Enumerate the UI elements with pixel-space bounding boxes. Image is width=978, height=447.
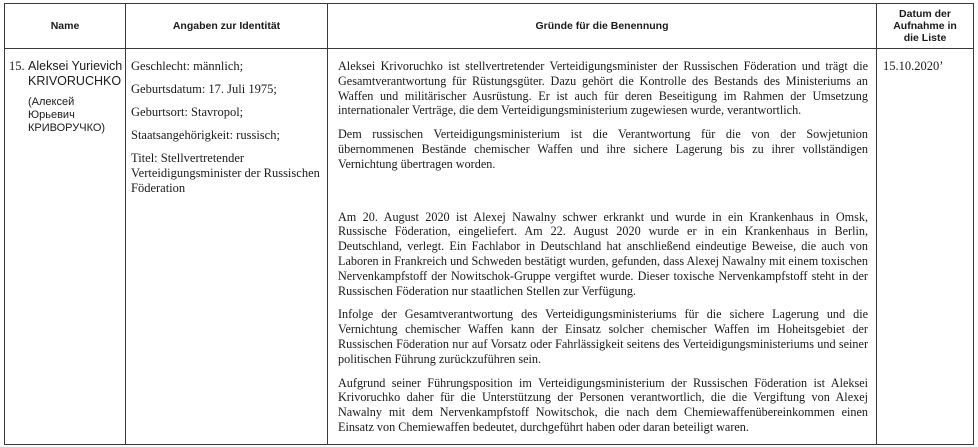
header-name: Name (5, 4, 126, 49)
identity-birthdate: Geburtsdatum: 17. Juli 1975; (131, 82, 277, 96)
date-cell (877, 49, 974, 445)
table-header-row (5, 4, 974, 49)
identity-birthplace: Geburtsort: Stavropol; (131, 105, 244, 119)
reason-paragraph: Dem russischen Verteidigungsministerium ist die Verantwortung für die von der Sowjetunion übernommenen Bestände chemischer Waffen und ihre sichere Lagerung bis zu ihrer vollständigen Vernichtung übertragen worden. (338, 127, 868, 171)
entry-number: 15. (9, 59, 25, 73)
header-reasons: Gründe für die Benennung (328, 4, 877, 49)
table-row (5, 49, 974, 445)
name-cell (5, 49, 126, 445)
identity-nationality: Staatsangehörigkeit: russisch; (131, 128, 280, 142)
name-latin-line: Aleksei Yurievich (28, 59, 123, 73)
document-page (4, 3, 973, 444)
reason-paragraph: Aufgrund seiner Führungsposition im Verteidigungsministerium der Russischen Föderation ist Aleksei Krivoruchko daher für die Unterstützung der Personen verantwortlich, die die Vergiftung von Alexej Nawalny mit dem Nervenkampfstoff Nowitschok, die nach dem Chemiewaffenübereinkommen einen Einsatz von Chemiewaffen bedeutet, durchgeführt haben oder daran beteiligt waren. (338, 375, 868, 434)
header-date (877, 4, 974, 49)
header-date-line: Datum der (899, 8, 951, 20)
name-cyrillic (28, 96, 122, 135)
identity-gender: Geschlecht: männlich; (131, 59, 244, 73)
reasons-cell (328, 49, 877, 445)
name-cyrillic-line: Юрьевич (28, 109, 75, 121)
header-date-line: Aufnahme in (893, 20, 957, 32)
identity-title: Titel: Stellvertretender Verteidigungsminister der Russischen Föderation (131, 151, 320, 195)
name-cyrillic-line: КРИВОРУЧКО) (28, 122, 106, 134)
identity-cell (126, 49, 328, 445)
reason-paragraph: Infolge der Gesamtverantwortung des Verteidigungsministeriums für die sichere Lagerung und die Vernichtung chemischer Waffen kann der Einsatz solcher chemischer Waffen im Hoheitsgebiet der Russischen Föderation nur auf Vorsatz oder Fahrlässigkeit seitens des Verteidigungsministeriums und seiner politischen Führung zurückzuführen sein. (338, 307, 868, 366)
sanctions-table (4, 3, 974, 445)
name-latin-line: KRIVORUCHKO (28, 74, 122, 88)
header-date-line: die Liste (903, 32, 947, 44)
listing-date: 15.10.2020’ (883, 59, 944, 73)
reason-paragraph: Am 20. August 2020 ist Alexej Nawalny schwer erkrankt und wurde in ein Krankenhaus in Omsk, Russische Föderation, eingeliefert. Am 22. August 2020 wurde er in ein Krankenhaus in Berlin, Deutschland, verlegt. Ein Fachlabor in Deutschland hat anschließend eindeutige Beweise, die auch von Laboren in Frankreich und Schweden bestätigt wurden, gefunden, dass Alexej Nawalny mit einem toxischen Nervenkampfstoff der Nowitschok-Gruppe vergiftet wurde. Dieser toxische Nervenkampfstoff steht in der Russischen Föderation nur staatlichen Stellen zur Verfügung. (338, 209, 868, 298)
name-cyrillic-line: (Алексей (28, 96, 75, 108)
reason-paragraph: Aleksei Krivoruchko ist stellvertretender Verteidigungsminister der Russischen Föderation und trägt die Gesamtverantwortung für Rüstungsgüter. Dazu gehört die Kontrolle des Bestands des Ministeriums an Waffen und militärischer Ausrüstung. Er ist auch für deren Beseitigung im Rahmen der Umsetzung internationaler Verträge, die dem Verteidigungsministerium zugewiesen wurde, verantwortlich. (338, 59, 868, 118)
header-identity: Angaben zur Identität (126, 4, 328, 49)
